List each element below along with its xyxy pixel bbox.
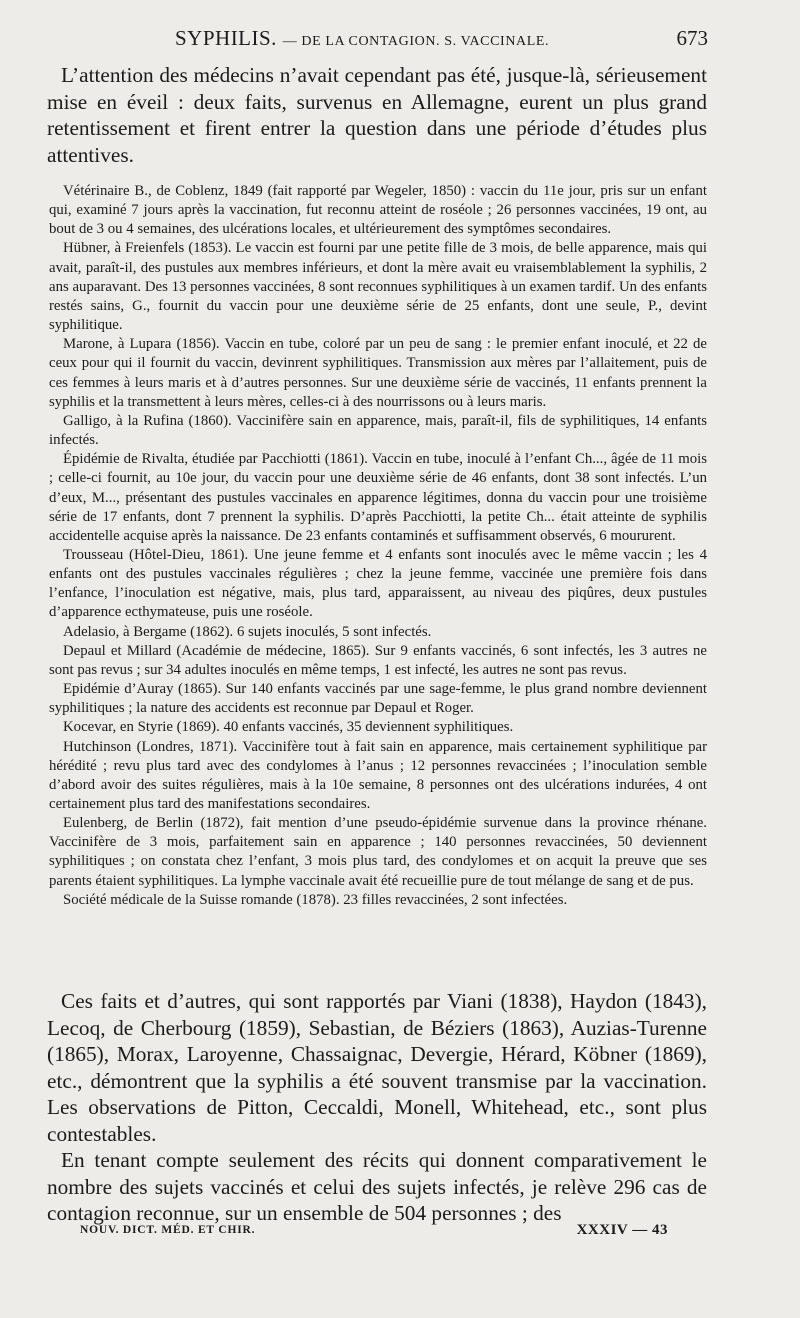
case-paragraph: Kocevar, en Styrie (1869). 40 enfants vaccinés, 35 deviennent syphilitiques.	[63, 719, 514, 736]
case-paragraph: Galligo, à la Rufina (1860). Vaccinifère sain en apparence, mais, paraît-il, fils de syphilitiques, 14 enfants infectés.	[49, 412, 707, 449]
case-paragraph: Adelasio, à Bergame (1862). 6 sujets inoculés, 5 sont infectés.	[63, 623, 432, 640]
case-paragraph: Société médicale de la Suisse romande (1878). 23 filles revaccinées, 2 sont infectées.	[63, 891, 568, 908]
case-paragraph: Eulenberg, de Berlin (1872), fait mention d’une pseudo-épidémie survenue dans la province rhénane. Vaccinifère de 3 mois, parfaitement sain en apparence ; 140 personnes revaccinées, 50 deviennent syphilitiques ; on constata chez l’enfant, 3 mois plus tard, des condylomes et on acquit la preuve que ses parents étaient syphilitiques. La lymphe vaccinale avait été recueillie pure de tout mélange de sang et de pus.	[49, 815, 707, 889]
case-paragraph: Hübner, à Freienfels (1853). Le vaccin est fourni par une petite fille de 3 mois, de belle apparence, mais qui avait, paraît-il, des pustules aux membres inférieurs, et dont la mère avait eu vraisemblablement la syphilis, 2 ans auparavant. Des 13 personnes vaccinées, 8 sont reconnues syphilitiques à un examen tardif. Un des enfants restés sains, G., fournit du vaccin pour une deuxième série de 25 enfants, dont une seule, P., devint syphilitique.	[49, 240, 707, 334]
conclusion-paragraph: En tenant compte seulement des récits qui donnent comparativement le nombre des sujets vaccinés et celui des sujets infectés, je relève 296 cas de contagion reconnue, sur un ensemble de 504 personnes ; des	[47, 1148, 707, 1225]
case-paragraph: Épidémie de Rivalta, étudiée par Pacchiotti (1861). Vaccin en tube, inoculé à l’enfant Ch..., âgée de 11 mois ; celle-ci fournit, au 10e jour, du vaccin pour une deuxième série de 46 enfants, dont 38 sont infectés. L’un d’eux, M..., présentant des pustules vaccinales en apparence légitimes, donna du vaccin pour une troisième série de 17 enfants, dont 7 prennent la syphilis. D’après Pacchiotti, la petite Ch... était atteinte de syphilis accidentelle acquise après la naissance. De 23 enfants contaminés et suffisamment observés, 6 moururent.	[49, 451, 707, 544]
case-paragraph: Epidémie d’Auray (1865). Sur 140 enfants vaccinés par une sage-femme, le plus grand nombre deviennent syphilitiques ; la nature des accidents est reconnue par Depaul et Roger.	[49, 681, 707, 717]
page-number: 673	[676, 26, 708, 50]
case-paragraph: Hutchinson (Londres, 1871). Vaccinifère tout à fait sain en apparence, mais certainement syphilitique par hérédité ; revu plus tard avec des condylomes à l’anus ; 12 personnes revaccinées ; l’inoculation semble d’abord avoir des suites régulières, mais à la 10e semaine, 8 personnes ont des ulcérations indurées, 4 ont certainement plus tard des manifestations secondaires.	[49, 738, 707, 812]
running-header	[0, 26, 800, 54]
intro-paragraph: L’attention des médecins n’avait cependant pas été, jusque-là, sérieusement mise en éveil : deux faits, survenus en Allemagne, eurent un plus grand retentissement et firent entrer la question dans une période d’études plus attentives.	[47, 63, 707, 167]
case-paragraph: Marone, à Lupara (1856). Vaccin en tube, coloré par un peu de sang : le premier enfant inoculé, et 22 de ceux pour qui il fournit du vaccin, devinrent syphilitiques. Transmission aux mères par l’allaitement, puis de ces femmes à leurs maris et à d’autres personnes. Sur une deuxième série de vaccinés, 11 enfants prennent la syphilis et la transmettent à leurs mères, celles-ci à des nourrissons ou à leurs maris.	[49, 336, 707, 410]
footer-signature: XXXIV — 43	[576, 1222, 668, 1238]
conclusion-paragraph: Ces faits et d’autres, qui sont rapportés par Viani (1838), Haydon (1843), Lecoq, de Cherbourg (1859), Sebastian, de Béziers (1863), Auzias-Turenne (1865), Morax, Laroyenne, Chassaignac, Devergie, Hérard, Köbner (1869), etc., démontrent que la syphilis a été souvent transmise par la vaccination. Les observations de Pitton, Ceccaldi, Monell, Whitehead, etc., sont plus contestables.	[47, 989, 707, 1146]
conclusion-section	[47, 988, 707, 1227]
footer-source: NOUV. DICT. MÉD. ET CHIR.	[80, 1224, 256, 1236]
case-list	[49, 182, 707, 910]
header-title-line	[175, 26, 549, 51]
header-title: SYPHILIS.	[175, 26, 277, 50]
case-paragraph: Vétérinaire B., de Coblenz, 1849 (fait rapporté par Wegeler, 1850) : vaccin du 11e jour, pris sur un enfant qui, examiné 7 jours après la vaccination, fut reconnu atteint de roséole ; 26 personnes vaccinées, 19 ont, au bout de 3 ou 4 semaines, des ulcérations locales, et ultérieurement des symptômes secondaires.	[49, 183, 707, 238]
header-subtitle: — DE LA CONTAGION. S. VACCINALE.	[282, 34, 550, 49]
page-footer	[0, 1222, 800, 1242]
case-paragraph: Trousseau (Hôtel-Dieu, 1861). Une jeune femme et 4 enfants sont inoculés avec le même vaccin ; les 4 enfants ont des pustules vaccinales régulières ; chez la jeune femme, vaccinée une première fois dans l’enfance, l’inoculation est négative, mais, plus tard, apparaissent, au niveau des piqûres, deux pustules d’apparence ecthymateuse, puis une roséole.	[49, 546, 707, 621]
case-paragraph: Depaul et Millard (Académie de médecine, 1865). Sur 9 enfants vaccinés, 6 sont infectés, les 3 autres ne sont pas revus ; sur 34 adultes inoculés en même temps, 1 est infecté, les autres ne sont pas revus.	[49, 642, 707, 678]
